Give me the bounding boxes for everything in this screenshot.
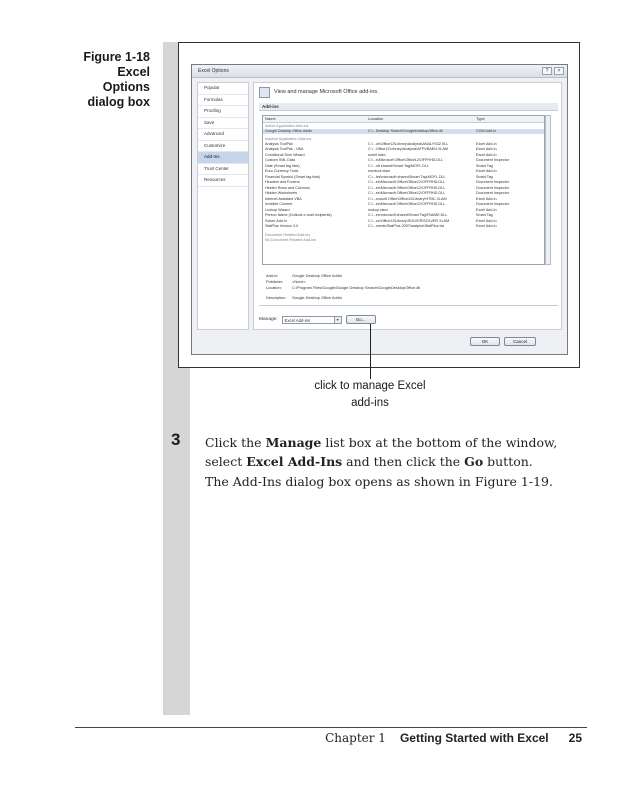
page-footer: [325, 731, 582, 745]
addin-type: Excel Add-in: [476, 218, 497, 223]
addin-name: Google Desktop Office Addin: [265, 128, 313, 133]
addin-location: eurotool.xlam: [368, 169, 391, 173]
nav-trust-center[interactable]: Trust Center: [198, 164, 248, 176]
dialog-title: Excel Options: [192, 65, 567, 78]
step-bold-excel-addins: Excel Add-Ins: [246, 454, 343, 469]
addin-name: Analysis ToolPak: [265, 141, 293, 146]
figure-label: Figure 1-18: [83, 50, 150, 64]
addin-location: C:\...Desktop Search\GoogleDesktopOffice.dll: [368, 128, 443, 133]
group-document: Document Related Add-ins: [265, 232, 311, 237]
add-ins-list: [262, 115, 545, 265]
addin-location: C:\...s\Microsoft Office\Office12\OFFRHD.DLL: [368, 158, 444, 162]
step-bold-manage: Manage: [265, 435, 322, 450]
step-instruction: [205, 433, 590, 471]
nav-proofing[interactable]: Proofing: [198, 106, 248, 118]
addin-type: Document Inspector: [476, 191, 509, 195]
addin-location: C:\...es\Microsoft Office\Office12\OFFRHD.DLL: [368, 185, 446, 190]
step-bold-go: Go: [464, 454, 484, 469]
addin-type: Excel Add-in: [476, 152, 497, 157]
addin-name: Analysis ToolPak - VBA: [265, 147, 304, 151]
nav-resources[interactable]: Resources: [198, 175, 248, 187]
nav-save[interactable]: Save: [198, 118, 248, 130]
footer-title: Getting Started with Excel: [399, 731, 549, 745]
group-inactive: Inactive Application Add-ins: [265, 137, 312, 141]
group-active: Active Application Add-ins: [265, 124, 309, 128]
addin-location: C:\...ce\Office12\Library\Analysis\ANALYS32.XLL: [368, 141, 449, 146]
group-document-none: No Document Related Add-ins: [265, 238, 317, 242]
callout-line: [370, 324, 371, 379]
addin-location: C:\...oft shared\Smart Tag\MOFL.DLL: [368, 163, 430, 168]
nav-popular[interactable]: Popular: [198, 83, 248, 95]
addin-type: COM Add-in: [476, 128, 497, 133]
manage-row: [259, 315, 376, 324]
addin-type: Smart Tag: [476, 213, 493, 217]
caption-line: Options: [102, 80, 150, 94]
step-text-part: button.: [483, 454, 533, 469]
add-ins-icon: [259, 87, 270, 98]
addin-name: Person Name (Outlook e-mail recipients): [265, 213, 332, 217]
addin-name: Custom XML Data: [265, 158, 295, 162]
addin-location: sumif.xlam: [368, 152, 386, 157]
panel-header-text: View and manage Microsoft Office add-ins.: [274, 89, 379, 95]
addin-type: Smart Tag: [476, 174, 493, 179]
addin-location: C:\...es\Microsoft Office\Office12\OFFRHD.DLL: [368, 180, 446, 184]
detail-value: Google Desktop Office Addin: [292, 273, 342, 278]
caption-line: Excel: [117, 65, 150, 79]
col-type[interactable]: Type: [476, 116, 485, 121]
addin-name: Headers and Footers: [265, 180, 300, 184]
addin-location: C:\...crosoft Office\Office12\Library\HTML.XLAM: [368, 196, 447, 201]
footer-chapter: Chapter 1: [325, 731, 386, 745]
addin-location: C:\...ce\Office12\Library\SOLVER\SOLVER.XLAM: [368, 218, 450, 223]
manage-selected-value: Excel Add-ins: [284, 317, 311, 323]
nav-advanced[interactable]: Advanced: [198, 129, 248, 141]
cancel-button[interactable]: Cancel: [504, 337, 536, 346]
addin-location: C:\...Office12\Library\Analysis\ATPVBAEN.XLAM: [368, 147, 448, 151]
page-number: 25: [568, 731, 582, 745]
step-text-part: and then click the: [342, 454, 465, 469]
go-button[interactable]: Go...: [346, 315, 376, 324]
step-number: 3: [171, 430, 181, 449]
detail-value: C:\Program Files\Google\Google Desktop Search\GoogleDesktopOffice.dll: [292, 285, 421, 290]
help-button[interactable]: ?: [542, 67, 552, 75]
caption-line: dialog box: [87, 95, 150, 109]
addin-name: Euro Currency Tools: [265, 169, 299, 173]
list-item[interactable]: [263, 129, 544, 135]
addin-type: Excel Add-in: [476, 147, 497, 151]
addin-type: Document Inspector: [476, 185, 509, 190]
callout-line-2: add-ins: [351, 397, 389, 409]
nav-customize[interactable]: Customize: [198, 141, 248, 153]
addin-type: Excel Add-in: [476, 141, 497, 146]
add-ins-panel: [253, 82, 562, 330]
list-item[interactable]: [263, 224, 544, 230]
manage-select[interactable]: [282, 316, 342, 324]
addin-location: C:\...ments\StatPlus 2007\statplus\StatPlus.xla: [368, 224, 445, 228]
addin-type: Document Inspector: [476, 202, 509, 206]
addin-location: C:\...es\Microsoft Office\Office12\OFFRHD.DLL: [368, 202, 446, 206]
addin-name: Lookup Wizard: [265, 207, 290, 212]
close-button[interactable]: ×: [554, 67, 564, 75]
addin-type: Smart Tag: [476, 163, 493, 168]
detail-value: <None>: [292, 279, 306, 284]
addin-name: Financial Symbol (Smart tag lists): [265, 174, 320, 179]
addin-name: Conditional Sum Wizard: [265, 152, 305, 157]
detail-label: Description:: [266, 295, 287, 300]
addin-type: Excel Add-in: [476, 169, 497, 173]
step-result: The Add-Ins dialog box opens as shown in Figure 1-19.: [205, 474, 553, 489]
step-text-part: Click the: [205, 435, 266, 450]
divider: [259, 305, 558, 306]
detail-label: Add-in:: [266, 273, 279, 278]
detail-label: Location:: [266, 285, 282, 290]
detail-value: Google Desktop Office Addin: [292, 295, 342, 300]
list-scrollbar[interactable]: [545, 115, 551, 265]
addin-type: Excel Add-in: [476, 207, 497, 212]
section-title: Add-ins: [259, 103, 558, 111]
manage-label: Manage:: [259, 317, 278, 322]
addin-name: Date (Smart tag lists): [265, 163, 300, 168]
addin-location: C:\...es\microsoft shared\Smart Tag\FNAME.DLL: [368, 213, 448, 217]
callout-text: [300, 378, 440, 412]
col-name[interactable]: Name: [265, 116, 276, 121]
nav-add-ins[interactable]: Add-Ins: [198, 152, 248, 164]
options-nav: [197, 82, 249, 330]
addin-name: Internet Assistant VBA: [265, 196, 302, 201]
chevron-down-icon[interactable]: ▾: [334, 317, 341, 323]
footer-rule: [75, 727, 587, 728]
detail-label: Publisher:: [266, 279, 284, 284]
col-location[interactable]: Location: [368, 116, 384, 121]
excel-options-dialog: [191, 64, 568, 355]
addin-type: Excel Add-in: [476, 196, 497, 201]
ok-button[interactable]: OK: [470, 337, 500, 346]
addin-name: Invisible Content: [265, 202, 293, 206]
addin-type: Document Inspector: [476, 180, 509, 184]
addin-name: StatPlus Version 3.0: [265, 224, 299, 228]
addin-name: Hidden Worksheets: [265, 191, 298, 195]
addin-location: C:\...les\microsoft shared\Smart Tag\MOFL.DLL: [368, 174, 446, 179]
panel-header: [259, 86, 379, 98]
addin-location: C:\...es\Microsoft Office\Office12\OFFRHD.DLL: [368, 191, 446, 195]
addin-type: Excel Add-in: [476, 224, 497, 228]
nav-formulas[interactable]: Formulas: [198, 95, 248, 107]
addin-location: lookup.xlam: [368, 207, 388, 212]
addin-details: [266, 273, 546, 301]
figure-caption: [40, 50, 150, 110]
step-text-part: list box at the bottom of the window, select: [205, 435, 558, 469]
callout-line-1: click to manage Excel: [314, 380, 426, 392]
addin-type: Document Inspector: [476, 158, 509, 162]
addin-name: Hidden Rows and Columns: [265, 185, 310, 190]
list-header: [263, 116, 544, 123]
addin-name: Solver Add-in: [265, 218, 287, 223]
